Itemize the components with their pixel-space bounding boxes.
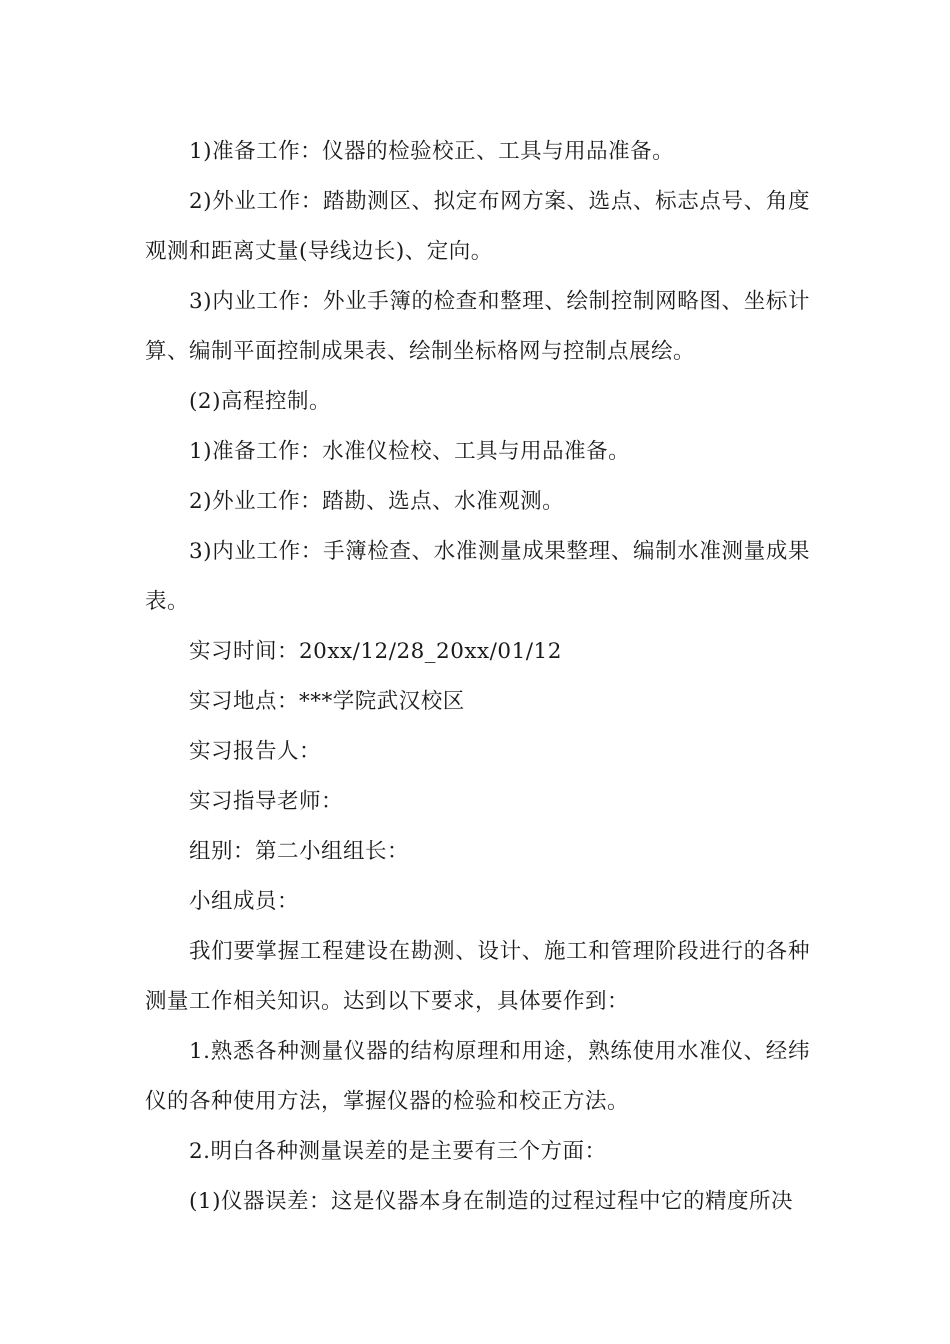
paragraph-2: 2)外业工作：踏勘测区、拟定布网方案、选点、标志点号、角度观测和距离丈量(导线边长)、定向。 <box>145 189 810 264</box>
paragraph-11: 实习指导老师： <box>189 789 344 814</box>
paragraph-16: 2.明白各种测量误差的是主要有三个方面： <box>189 1139 607 1164</box>
paragraph-9: 实习地点：***学院武汉校区 <box>189 689 465 714</box>
document-body <box>145 127 810 1227</box>
paragraph-6: 2)外业工作：踏勘、选点、水准观测。 <box>189 489 565 514</box>
paragraph-4: (2)高程控制。 <box>189 389 331 414</box>
paragraph-17: (1)仪器误差：这是仪器本身在制造的过程过程中它的精度所决 <box>189 1189 793 1214</box>
paragraph-13: 小组成员： <box>189 889 300 914</box>
paragraph-15: 1.熟悉各种测量仪器的结构原理和用途，熟练使用水准仪、经纬仪的各种使用方法，掌握仪器的检验和校正方法。 <box>145 1039 810 1114</box>
paragraph-1: 1)准备工作：仪器的检验校正、工具与用品准备。 <box>189 139 675 164</box>
paragraph-7: 3)内业工作：手簿检查、水准测量成果整理、编制水准测量成果表。 <box>145 539 810 614</box>
paragraph-8: 实习时间：20xx/12/28_20xx/01/12 <box>189 639 562 664</box>
paragraph-10: 实习报告人： <box>189 739 322 764</box>
paragraph-14: 我们要掌握工程建设在勘测、设计、施工和管理阶段进行的各种测量工作相关知识。达到以下要求，具体要作到： <box>145 939 810 1014</box>
paragraph-5: 1)准备工作：水准仪检校、工具与用品准备。 <box>189 439 631 464</box>
paragraph-3: 3)内业工作：外业手簿的检查和整理、绘制控制网略图、坐标计算、编制平面控制成果表、绘制坐标格网与控制点展绘。 <box>145 289 810 364</box>
paragraph-12: 组别：第二小组组长： <box>189 839 410 864</box>
